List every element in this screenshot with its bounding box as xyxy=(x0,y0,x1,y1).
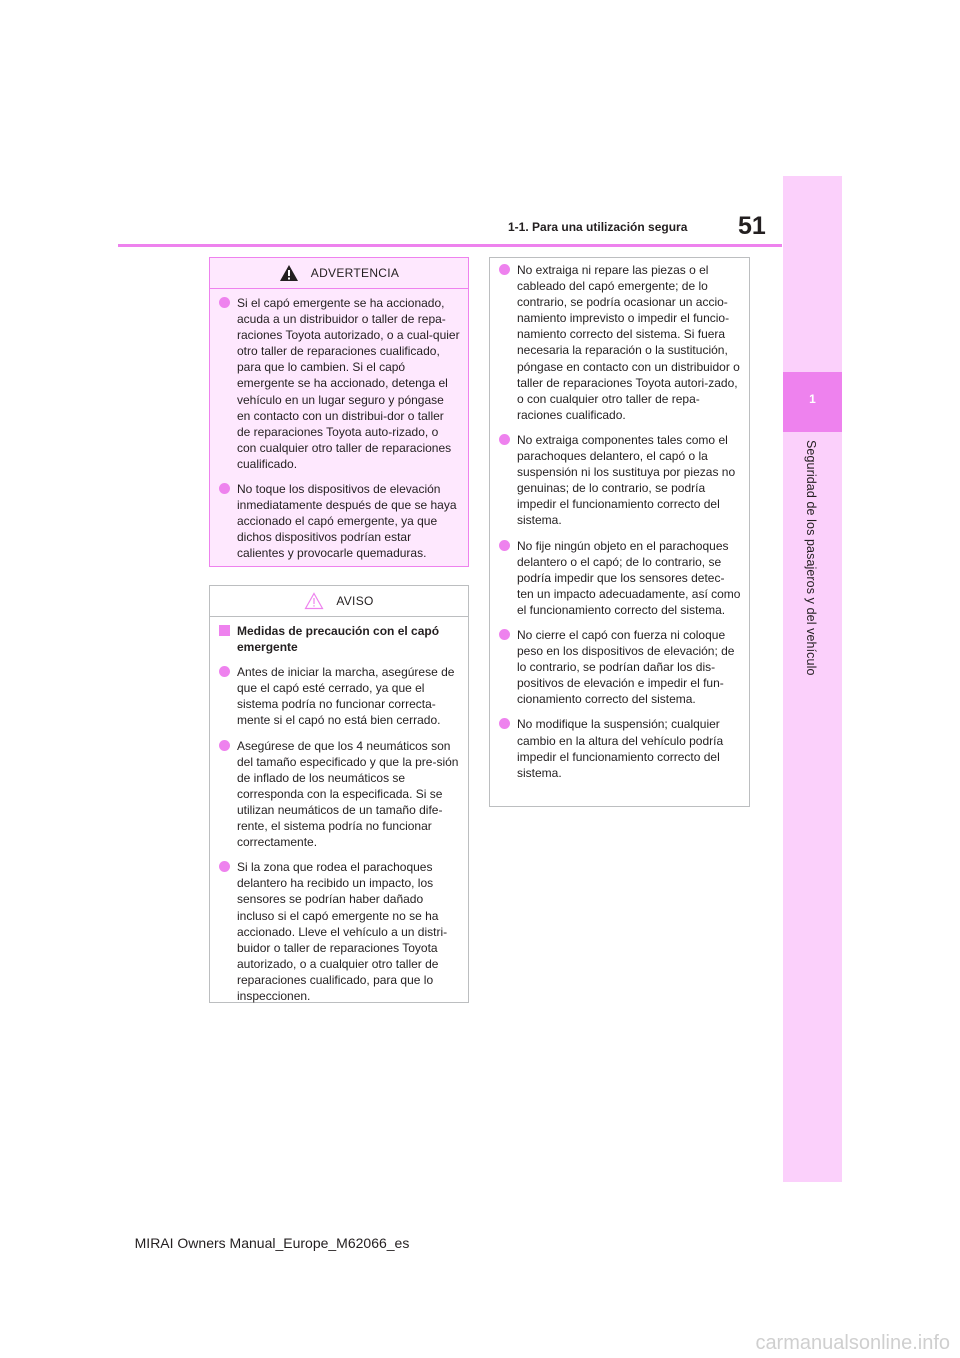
list-item-text: Antes de iniciar la marcha, asegúrese de que el capó esté cerrado, ya que el sistema podría no funcionar correcta-mente si el capó no está bien cerrado. xyxy=(237,665,455,728)
list-item-text: No extraiga componentes tales como el parachoques delantero, el capó o la suspensión ni los sustituya por piezas no genuinas; de lo contrario, se podría impedir el funcionamiento correcto del sistema. xyxy=(517,432,736,528)
bullet-icon xyxy=(499,264,510,275)
bullet-icon xyxy=(219,297,230,308)
notice-heading xyxy=(218,623,460,655)
page-number: 51 xyxy=(738,212,766,240)
list-item xyxy=(498,627,741,707)
list-item-text: No cierre el capó con fuerza ni coloque peso en los dispositivos de elevación; de lo contrario, se podrían dañar los dis-positivos de elevación e impedir el fun-cionamiento correcto del sistema. xyxy=(517,627,735,707)
side-tab-label: Seguridad de los pasajeros y del vehículo xyxy=(804,440,818,676)
list-item xyxy=(218,481,460,561)
list-item-text: No fije ningún objeto en el parachoques delantero o el capó; de lo contrario, se podría impedir que los sensores detec-ten un impacto adecuadamente, así como el funcionamiento correcto del sistema. xyxy=(517,538,741,617)
warning-triangle-filled-icon xyxy=(279,264,299,282)
footer-text: MIRAI Owners Manual_Europe_M62066_es xyxy=(134,1235,410,1251)
square-bullet-icon xyxy=(219,625,230,636)
warning-title: ADVERTENCIA xyxy=(310,266,400,280)
notice-header xyxy=(210,586,468,617)
side-tab xyxy=(783,176,842,1182)
warning-header xyxy=(210,258,468,289)
footer xyxy=(0,1235,960,1251)
list-item xyxy=(218,295,460,472)
bullet-icon xyxy=(219,666,230,677)
continued-notice-box xyxy=(489,257,750,807)
list-item xyxy=(498,538,741,618)
list-item xyxy=(498,432,741,529)
notice-box xyxy=(209,585,469,1003)
list-item-text: Si el capó emergente se ha accionado, acuda a un distribuidor o taller de repa-raciones Toyota autorizado, o a cual-quier otro taller de reparaciones cualificado, para que lo cambien. Si el capó emergente se ha accionado, detenga el vehículo en un lugar seguro y póngase en contacto con un distribui-dor o taller de reparaciones Toyota auto-rizado, o con cualquier otro taller de reparaciones cualificado. xyxy=(237,296,460,471)
section-title: 1-1. Para una utilización segura xyxy=(508,220,688,234)
list-item xyxy=(218,664,460,728)
warning-box xyxy=(209,257,469,567)
bullet-icon xyxy=(499,434,510,445)
bullet-icon xyxy=(499,718,510,729)
bullet-icon xyxy=(219,861,230,872)
header-rule xyxy=(118,244,782,247)
list-item-text: Si la zona que rodea el parachoques delantero ha recibido un impacto, los sensores se podrían haber dañado incluso si el capó emergente no se ha accionado. Lleve el vehículo a un distri-buidor o taller de reparaciones Toyota autorizado, o a cualquier otro taller de reparaciones cualificado, para que lo inspeccionen. xyxy=(237,860,448,1003)
list-item-text: Asegúrese de que los 4 neumáticos son del tamaño especificado y que la pre-sión de inflado de los neumáticos se corresponda con la especificada. Si se utilizan neumáticos de un tamaño dife-rente, el sistema podría no funcionar correctamente. xyxy=(237,738,459,850)
notice-heading-text: Medidas de precaución con el capó emergente xyxy=(237,624,440,655)
bullet-icon xyxy=(499,629,510,640)
notice-title: AVISO xyxy=(336,594,374,608)
side-tab-number: 1 xyxy=(809,392,816,406)
list-item xyxy=(498,716,741,780)
list-item-text: No modifique la suspensión; cualquier cambio en la altura del vehículo podría impedir el funcionamiento correcto del sistema. xyxy=(517,717,724,780)
watermark: carmanualsonline.info xyxy=(755,1332,950,1354)
list-item xyxy=(218,738,460,851)
list-item-text: No extraiga ni repare las piezas o el cableado del capó emergente; de lo contrario, se podría ocasionar un accio-namiento imprevisto o impedir el funcio-namiento correcto del sistema. Si fuera necesaria la reparación o la sustitución, póngase en contacto con un distribuidor o taller de reparaciones Toyota autori-zado, o con cualquier otro taller de repa-raciones cualificado. xyxy=(517,263,740,422)
warning-triangle-outline-icon xyxy=(304,592,324,610)
list-item xyxy=(498,262,741,423)
list-item xyxy=(218,859,460,1004)
bullet-icon xyxy=(499,540,510,551)
list-item-text: No toque los dispositivos de elevación inmediatamente después de que se haya accionado el capó emergente, ya que dichos dispositivos podrían estar calientes y provocarle quemaduras. xyxy=(237,482,457,561)
bullet-icon xyxy=(219,740,230,751)
bullet-icon xyxy=(219,483,230,494)
